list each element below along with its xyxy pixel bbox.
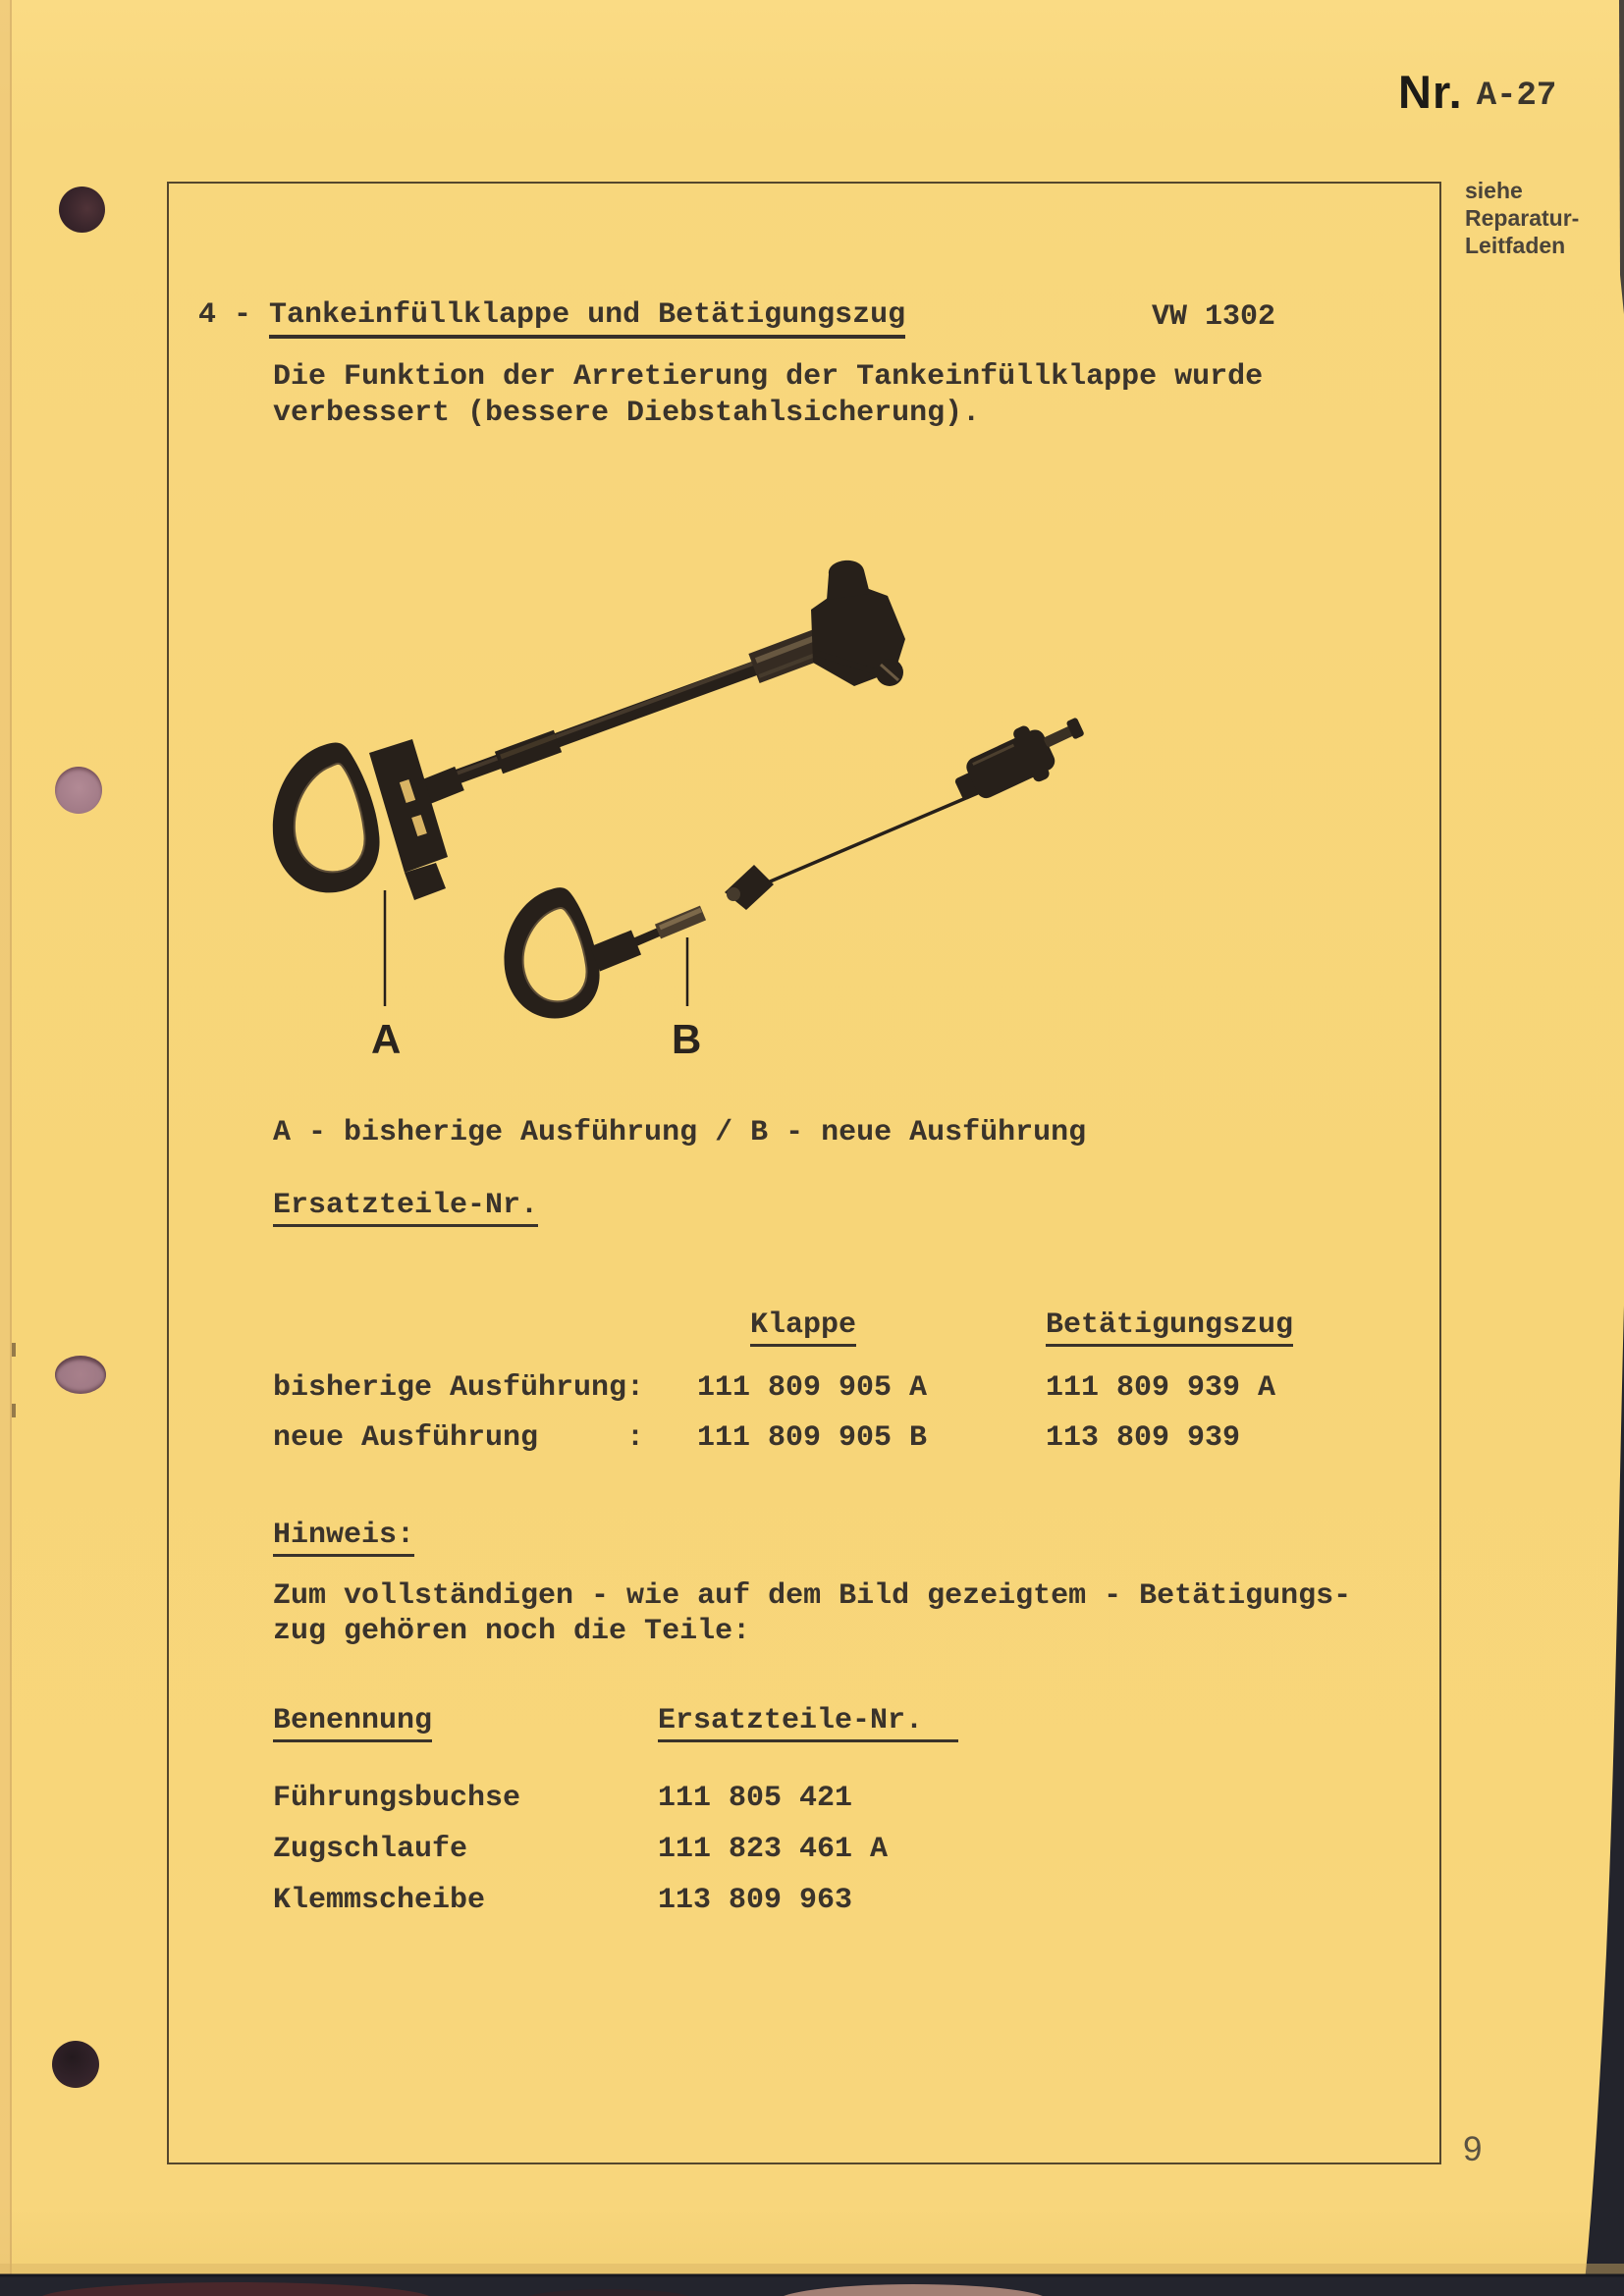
parts-heading-text: Ersatzteile-Nr. bbox=[273, 1189, 538, 1227]
intro-paragraph bbox=[273, 359, 1263, 432]
model-code: VW 1302 bbox=[1152, 300, 1276, 334]
section-heading bbox=[198, 297, 905, 334]
table-row-label: bisherige Ausführung: bbox=[273, 1371, 645, 1405]
table-cell-zug: 113 809 939 bbox=[1046, 1421, 1241, 1455]
intro-line: Die Funktion der Arretierung der Tankeinfüllklappe wurde bbox=[273, 360, 1264, 394]
side-note bbox=[1465, 177, 1579, 259]
parts-table-col2-header: Betätigungszug bbox=[1046, 1308, 1293, 1344]
note-heading-text: Hinweis: bbox=[273, 1519, 414, 1557]
side-note-line: Leitfaden bbox=[1465, 233, 1566, 258]
hole-punch bbox=[55, 767, 102, 814]
figure-label-a: A bbox=[371, 1016, 402, 1062]
note-line: zug gehören noch die Teile: bbox=[273, 1615, 751, 1648]
page-number: 9 bbox=[1463, 2130, 1483, 2168]
parts-table-col1-header: Klappe bbox=[750, 1308, 856, 1344]
doc-number bbox=[1398, 65, 1556, 119]
note-heading bbox=[273, 1518, 414, 1554]
note-line: Zum vollständigen - wie auf dem Bild gezeigtem - Betätigungs- bbox=[273, 1579, 1352, 1613]
table-cell-zug: 111 809 939 A bbox=[1046, 1371, 1276, 1405]
table-cell-name: Führungsbuchse bbox=[273, 1782, 521, 1815]
figure-caption: A - bisherige Ausführung / B - neue Ausführung bbox=[273, 1116, 1087, 1149]
figure-label-b: B bbox=[672, 1016, 702, 1062]
parts-heading bbox=[273, 1188, 538, 1224]
hole-punch bbox=[52, 2041, 99, 2088]
table-cell-number: 113 809 963 bbox=[658, 1884, 853, 1917]
table-cell-name: Zugschlaufe bbox=[273, 1833, 468, 1866]
table-cell-number: 111 805 421 bbox=[658, 1782, 853, 1815]
note-paragraph bbox=[273, 1578, 1351, 1649]
table-cell-klappe: 111 809 905 A bbox=[697, 1371, 928, 1405]
parts-photo-illustration bbox=[265, 545, 1110, 1095]
page-title: Tankeinfüllklappe und Betätigungszug bbox=[269, 298, 905, 339]
side-note-line: Reparatur- bbox=[1465, 205, 1580, 231]
hole-punch bbox=[55, 1356, 106, 1394]
hole-punch bbox=[59, 187, 105, 233]
table-cell-name: Klemmscheibe bbox=[273, 1884, 486, 1917]
table-row-label: neue Ausführung : bbox=[273, 1421, 645, 1455]
table-cell-number: 111 823 461 A bbox=[658, 1833, 889, 1866]
table-cell-klappe: 111 809 905 B bbox=[697, 1421, 928, 1455]
extra-table-col2-header: Ersatzteile-Nr. bbox=[658, 1703, 958, 1739]
doc-number-label: Nr. bbox=[1398, 66, 1463, 118]
doc-number-code: A-27 bbox=[1476, 78, 1557, 115]
extra-table-col1-header: Benennung bbox=[273, 1703, 432, 1739]
side-note-line: siehe bbox=[1465, 178, 1523, 203]
intro-line: verbessert (bessere Diebstahlsicherung). bbox=[273, 397, 981, 430]
section-number: 4 - bbox=[198, 298, 270, 332]
